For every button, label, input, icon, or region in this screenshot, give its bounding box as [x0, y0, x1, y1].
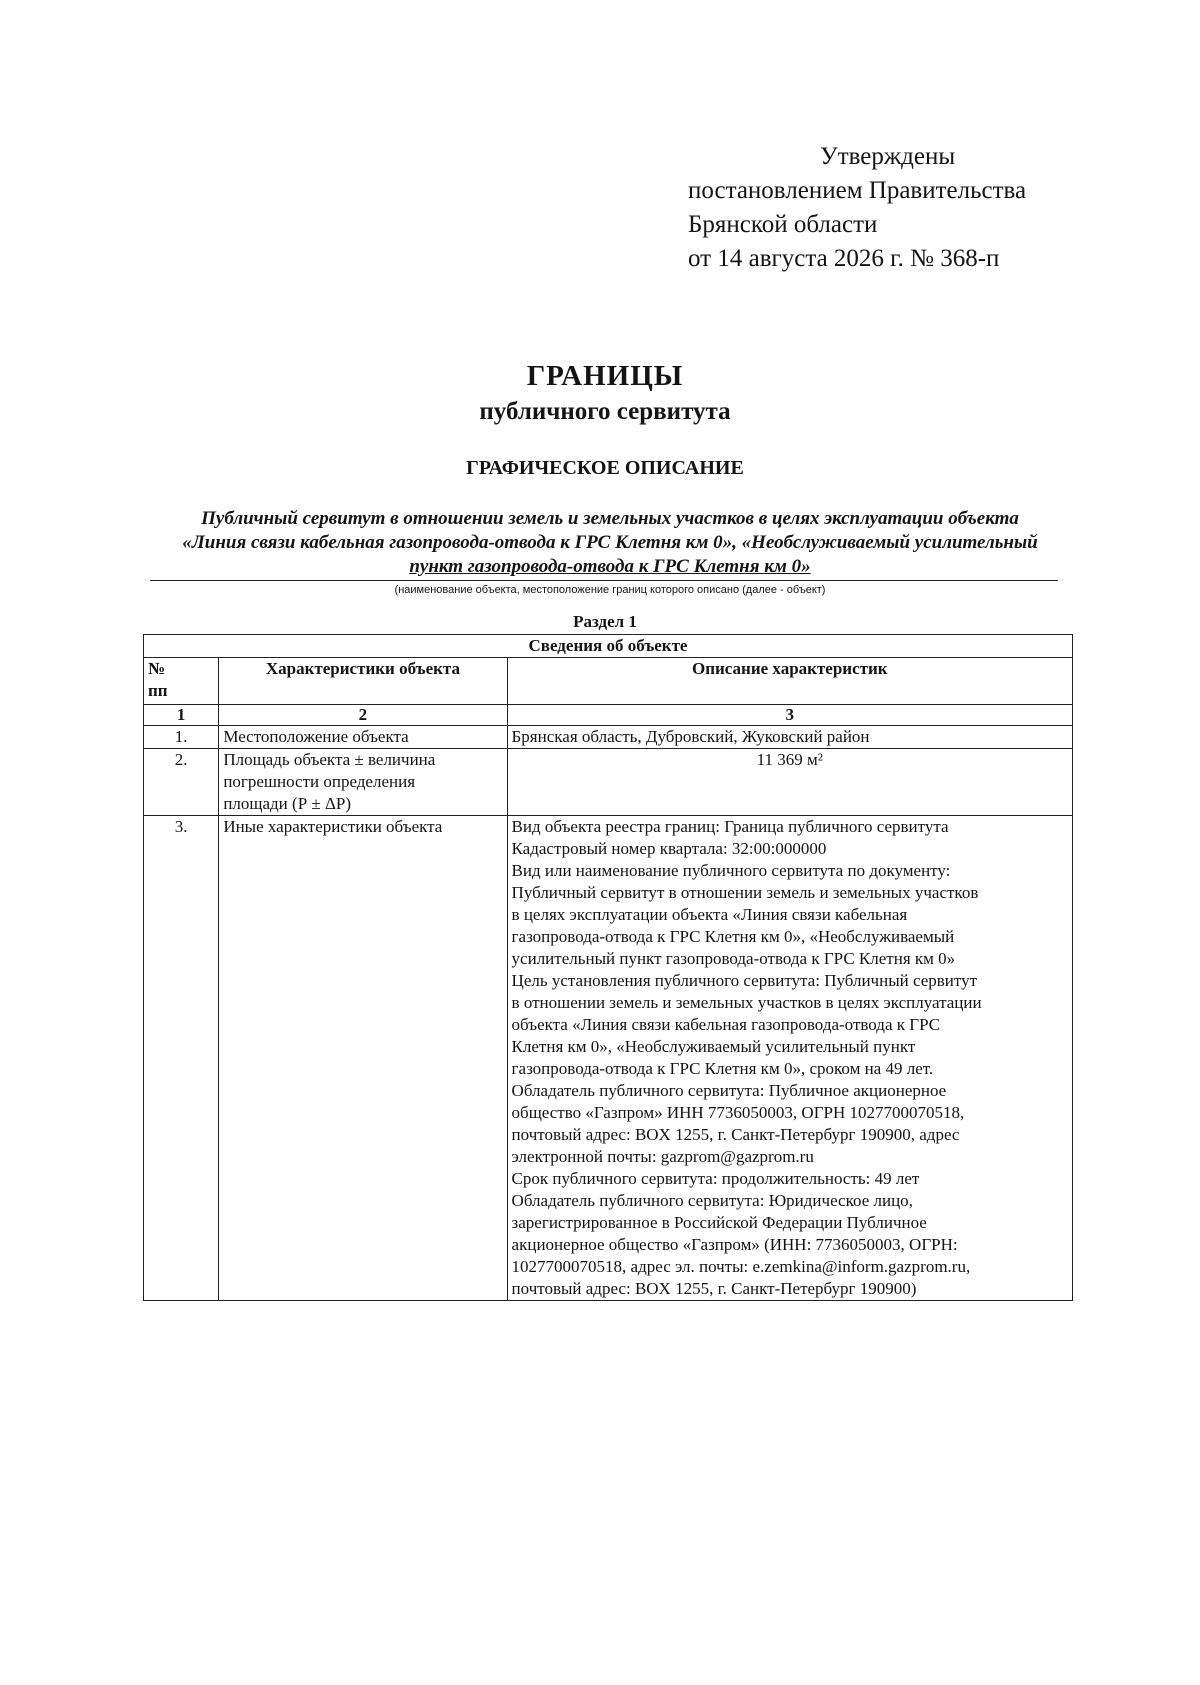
description-line: в целях эксплуатации объекта «Линия связи кабельная — [511, 905, 908, 924]
header-number-line-2: пп — [148, 681, 168, 700]
characteristic-line: погрешности определения — [223, 772, 416, 791]
description-line: акционерное общество «Газпром» (ИНН: 7736050003, ОГРН: — [511, 1235, 958, 1254]
header-number — [144, 658, 219, 705]
description-line: Обладатель публичного сервитута: Юридическое лицо, — [511, 1191, 913, 1210]
table-row — [144, 816, 1073, 1301]
object-name — [150, 507, 1070, 579]
description-line: 1027700070518, адрес эл. почты: e.zemkina@inform.gazprom.ru, — [511, 1257, 971, 1276]
row-characteristic — [219, 749, 507, 816]
table-caption: Сведения об объекте — [144, 635, 1073, 658]
row-number: 2. — [144, 749, 219, 816]
row-description: Брянская область, Дубровский, Жуковский район — [507, 726, 1072, 749]
object-name-line-1: Публичный сервитут в отношении земель и земельных участков в целях эксплуатации объекта — [201, 508, 1019, 529]
section-heading: ГРАФИЧЕСКОЕ ОПИСАНИЕ — [466, 457, 744, 479]
column-number-2: 2 — [219, 705, 507, 726]
object-info-table — [143, 634, 1073, 1301]
description-line: Срок публичного сервитута: продолжительность: 49 лет — [511, 1169, 920, 1188]
description-line: общество «Газпром» ИНН 7736050003, ОГРН 1027700070518, — [511, 1103, 965, 1122]
section-label: Раздел 1 — [573, 612, 637, 631]
description-line: Вид или наименование публичного сервитута по документу: — [511, 861, 951, 880]
description-line: усилительный пункт газопровода-отвода к ГРС Клетня км 0» — [511, 949, 956, 968]
description-line: электронной почты: gazprom@gazprom.ru — [511, 1147, 814, 1166]
header-description: Описание характеристик — [507, 658, 1072, 705]
column-number-1: 1 — [144, 705, 219, 726]
approval-line-4: от 14 августа 2026 г. № 368-п — [688, 245, 1000, 272]
column-number-row — [144, 705, 1073, 726]
row-characteristic: Иные характеристики объекта — [219, 816, 507, 1301]
row-characteristic: Местоположение объекта — [219, 726, 507, 749]
description-line: газопровода-отвода к ГРС Клетня км 0», «Необслуживаемый — [511, 927, 955, 946]
description-line: Цель установления публичного сервитута: Публичный сервитут — [511, 971, 978, 990]
description-line: газопровода-отвода к ГРС Клетня км 0», сроком на 49 лет. — [511, 1059, 934, 1078]
table-row — [144, 726, 1073, 749]
row-description-area: 11 369 м² — [507, 749, 1072, 816]
document-subtitle: публичного сервитута — [479, 398, 731, 425]
header-number-line-1: № — [148, 659, 166, 678]
description-line: в отношении земель и земельных участков в целях эксплуатации — [511, 993, 982, 1012]
description-line: зарегистрированное в Российской Федерации Публичное — [511, 1213, 927, 1232]
table-row — [144, 749, 1073, 816]
description-line: Обладатель публичного сервитута: Публичное акционерное — [511, 1081, 947, 1100]
characteristic-line: площади (Р ± ΔР) — [223, 794, 352, 813]
table-header-row — [144, 658, 1073, 705]
description-line: Клетня км 0», «Необслуживаемый усилительный пункт — [511, 1037, 916, 1056]
approval-line-1: Утверждены — [820, 143, 956, 170]
approval-stamp — [688, 140, 1158, 276]
description-line: Публичный сервитут в отношении земель и земельных участков — [511, 883, 979, 902]
characteristic-line: Площадь объекта ± величина — [223, 750, 436, 769]
row-number: 1. — [144, 726, 219, 749]
row-description — [507, 816, 1072, 1301]
column-number-3: 3 — [507, 705, 1072, 726]
document-title: ГРАНИЦЫ — [526, 360, 684, 392]
object-name-line-2: «Линия связи кабельная газопровода-отвода к ГРС Клетня км 0», «Необслуживаемый усилительный — [182, 532, 1038, 553]
description-line: Кадастровый номер квартала: 32:00:000000 — [511, 839, 827, 858]
object-name-line-3: пункт газопровода-отвода к ГРС Клетня км 0» — [409, 556, 811, 577]
object-name-note: (наименование объекта, местоположение границ которого описано (далее - объект) — [394, 584, 826, 596]
description-line: почтовый адрес: BOX 1255, г. Санкт-Петербург 190900) — [511, 1279, 917, 1298]
description-line: Вид объекта реестра границ: Граница публичного сервитута — [511, 817, 949, 836]
description-line: объекта «Линия связи кабельная газопровода-отвода к ГРС — [511, 1015, 941, 1034]
approval-line-2: постановлением Правительства — [688, 177, 1027, 204]
header-characteristics: Характеристики объекта — [219, 658, 507, 705]
description-line: почтовый адрес: BOX 1255, г. Санкт-Петербург 190900, адрес — [511, 1125, 960, 1144]
approval-line-3: Брянской области — [688, 211, 878, 238]
table-caption-row — [144, 635, 1073, 658]
object-name-underline — [150, 580, 1058, 581]
row-number: 3. — [144, 816, 219, 1301]
